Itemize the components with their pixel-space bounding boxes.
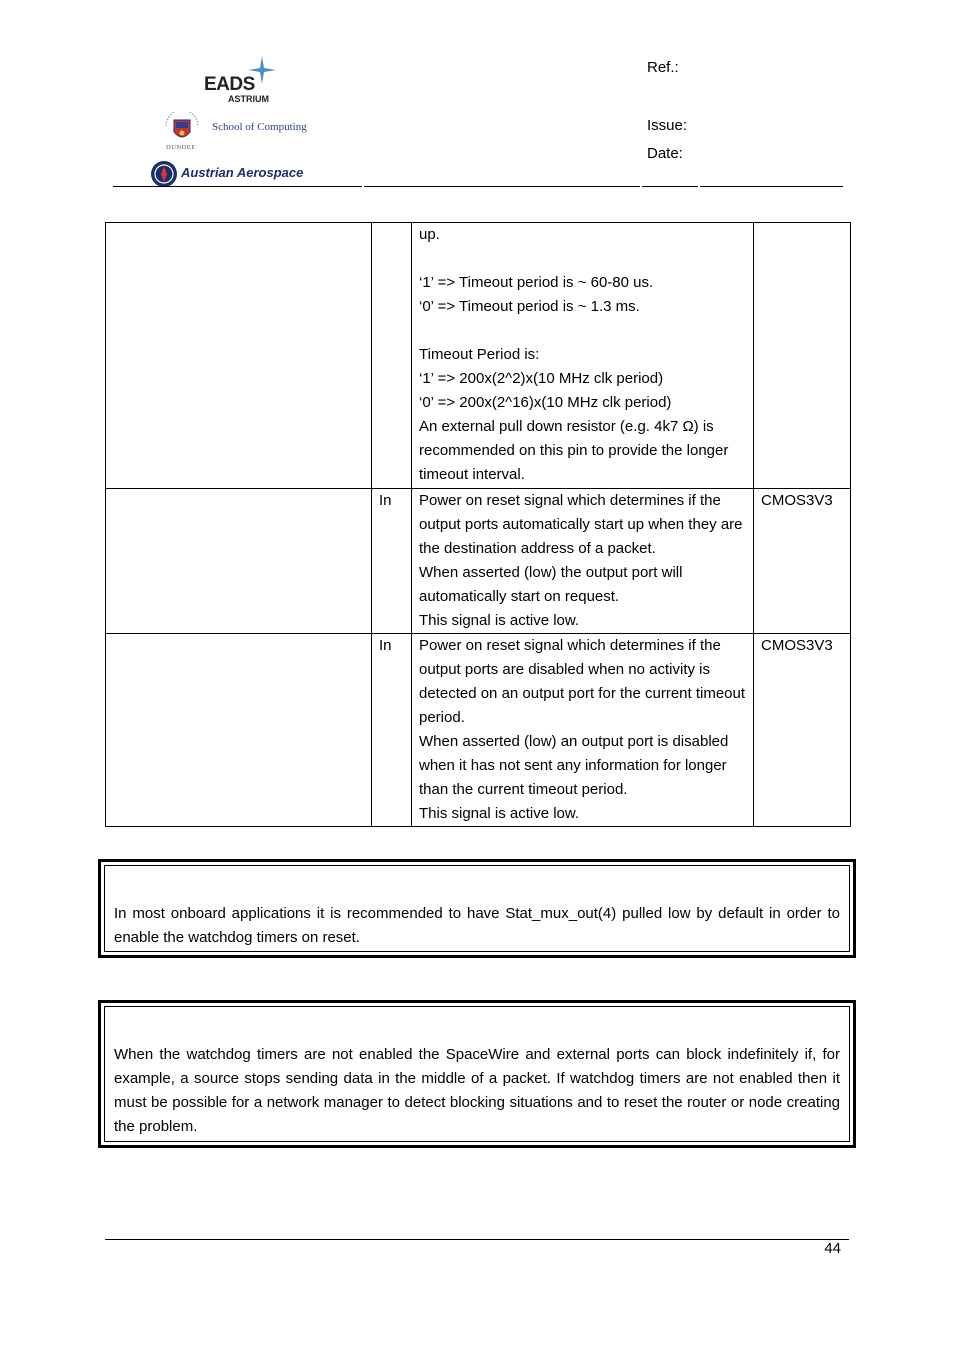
signal-direction-cell: In [372, 489, 412, 634]
description-line: up. [419, 226, 440, 243]
description-line: ‘1’ => Timeout period is ~ 60-80 us. [419, 274, 654, 291]
eads-logo-text: EADS [204, 74, 255, 95]
description-line: Power on reset signal which determines if the output ports are disabled when no activity is detected on an output port for the current timeout period. [419, 637, 746, 726]
table-row [106, 223, 851, 489]
description-line: When asserted (low) the output port will automatically start on request. [419, 564, 683, 605]
description-line: This signal is active low. [419, 805, 580, 822]
signal-name-cell [106, 223, 372, 489]
page-number: 44 [824, 1240, 841, 1257]
note-box-1 [98, 859, 856, 958]
date-label: Date: [647, 145, 683, 162]
description-line: Timeout Period is: [419, 346, 540, 363]
header-rule-2 [364, 186, 640, 187]
footer-rule [105, 1239, 849, 1240]
description-line: When asserted (low) an output port is disabled when it has not sent any information for longer than the current timeout period. [419, 733, 729, 798]
issue-label: Issue: [647, 117, 688, 134]
description-line: Power on reset signal which determines if the output ports automatically start up when they are the destination address of a packet. [419, 492, 743, 557]
signal-description-cell [412, 634, 754, 827]
signal-type-cell: CMOS3V3 [754, 489, 851, 634]
signal-name-cell [106, 634, 372, 827]
university-crest-icon [162, 112, 202, 144]
dundee-text: DUNDEE [166, 144, 196, 151]
description-line: ‘0’ => Timeout period is ~ 1.3 ms. [419, 298, 640, 315]
eads-astrium-logo [200, 56, 280, 106]
ref-label: Ref.: [647, 59, 679, 76]
note-text-1: In most onboard applications it is recommended to have Stat_mux_out(4) pulled low by default in order to enable the watchdog timers on reset. [104, 865, 850, 952]
blank-line [419, 247, 746, 271]
signal-type-cell [754, 223, 851, 489]
signal-type-cell: CMOS3V3 [754, 634, 851, 827]
austrian-aerospace-text: Austrian Aerospace [181, 165, 304, 180]
signal-table [105, 222, 851, 827]
blank-line [419, 319, 746, 343]
note-text-2: When the watchdog timers are not enabled the SpaceWire and external ports can block indefinitely if, for example, a source stops sending data in the middle of a packet. If watchdog timers are not enabled then it must be possible for a network manager to detect blocking situations and to reset the router or node creating the problem. [104, 1006, 850, 1142]
description-line: ‘0’ => 200x(2^16)x(10 MHz clk period) [419, 394, 672, 411]
header-rule-1 [113, 186, 362, 187]
austrian-aerospace-emblem-icon [150, 160, 178, 188]
signal-description-cell [412, 489, 754, 634]
description-line: This signal is active low. [419, 612, 580, 629]
description-line: ‘1’ => 200x(2^2)x(10 MHz clk period) [419, 370, 664, 387]
signal-direction-cell [372, 223, 412, 489]
table-row [106, 634, 851, 827]
note-box-2 [98, 1000, 856, 1148]
dundee-logo [150, 110, 340, 155]
description-line: An external pull down resistor (e.g. 4k7 Ω) is recommended on this pin to provide the longer timeout interval. [419, 418, 729, 483]
header-rule-4 [700, 186, 843, 187]
signal-description-cell [412, 223, 754, 489]
table-row [106, 489, 851, 634]
header-rule-3 [642, 186, 698, 187]
school-of-computing-text: School of Computing [212, 121, 307, 133]
austrian-aerospace-logo [150, 160, 350, 188]
signal-direction-cell: In [372, 634, 412, 827]
astrium-logo-text: ASTRIUM [228, 94, 269, 104]
signal-name-cell [106, 489, 372, 634]
